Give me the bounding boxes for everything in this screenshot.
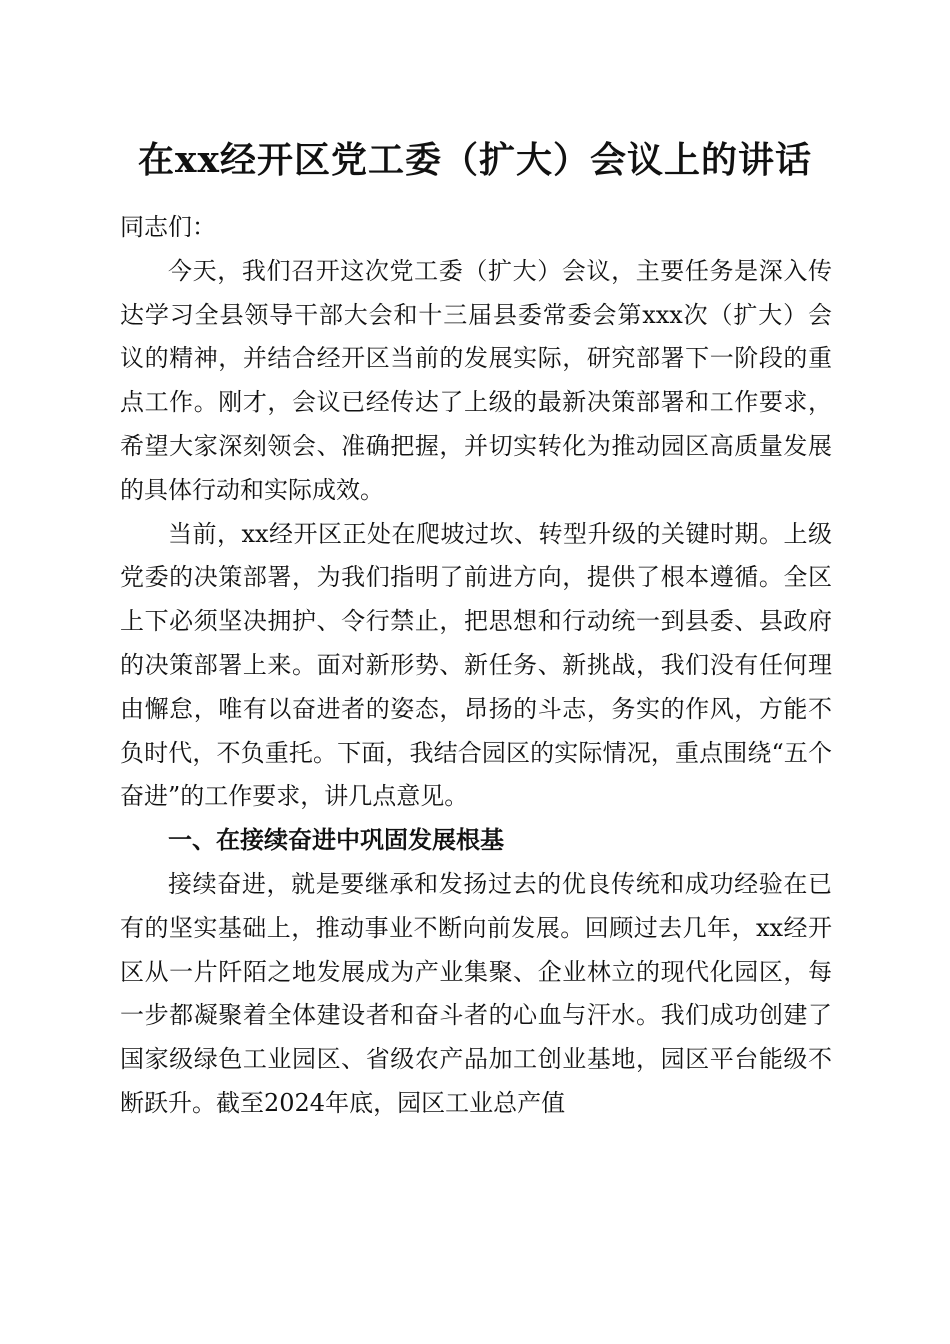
document-body — [120, 206, 832, 1126]
document-title: 在xx经开区党工委（扩大）会议上的讲话 — [138, 139, 812, 181]
section-paragraph-1: 接续奋进，就是要继承和发扬过去的优良传统和成功经验在已有的坚实基础上，推动事业不断向前发展。回顾过去几年，xx经开区从一片阡陌之地发展成为产业集聚、企业林立的现代化园区，每一步都凝聚着全体建设者和奋斗者的心血与汗水。我们成功创建了国家级绿色工业园区、省级农产品加工创业基地，园区平台能级不断跃升。截至2024年底，园区工业总产值 — [120, 869, 832, 1117]
body-paragraph-2: 当前，xx经开区正处在爬坡过坎、转型升级的关键时期。上级党委的决策部署，为我们指明了前进方向，提供了根本遵循。全区上下必须坚决拥护、令行禁止，把思想和行动统一到县委、县政府的决策部署上来。面对新形势、新任务、新挑战，我们没有任何理由懈怠，唯有以奋进者的姿态，昂扬的斗志，务实的作风，方能不负时代，不负重托。下面，我结合园区的实际情况，重点围绕“五个奋进”的工作要求，讲几点意见。 — [120, 519, 832, 811]
section-heading-1: 一、在接续奋进中巩固发展根基 — [168, 826, 504, 855]
salutation: 同志们： — [120, 213, 216, 241]
body-paragraph-1: 今天，我们召开这次党工委（扩大）会议，主要任务是深入传达学习全县领导干部大会和十三届县委常委会第xxx次（扩大）会议的精神，并结合经开区当前的发展实际，研究部署下一阶段的重点工作。刚才，会议已经传达了上级的最新决策部署和工作要求，希望大家深刻领会、准确把握，并切实转化为推动园区高质量发展的具体行动和实际成效。 — [120, 256, 832, 504]
